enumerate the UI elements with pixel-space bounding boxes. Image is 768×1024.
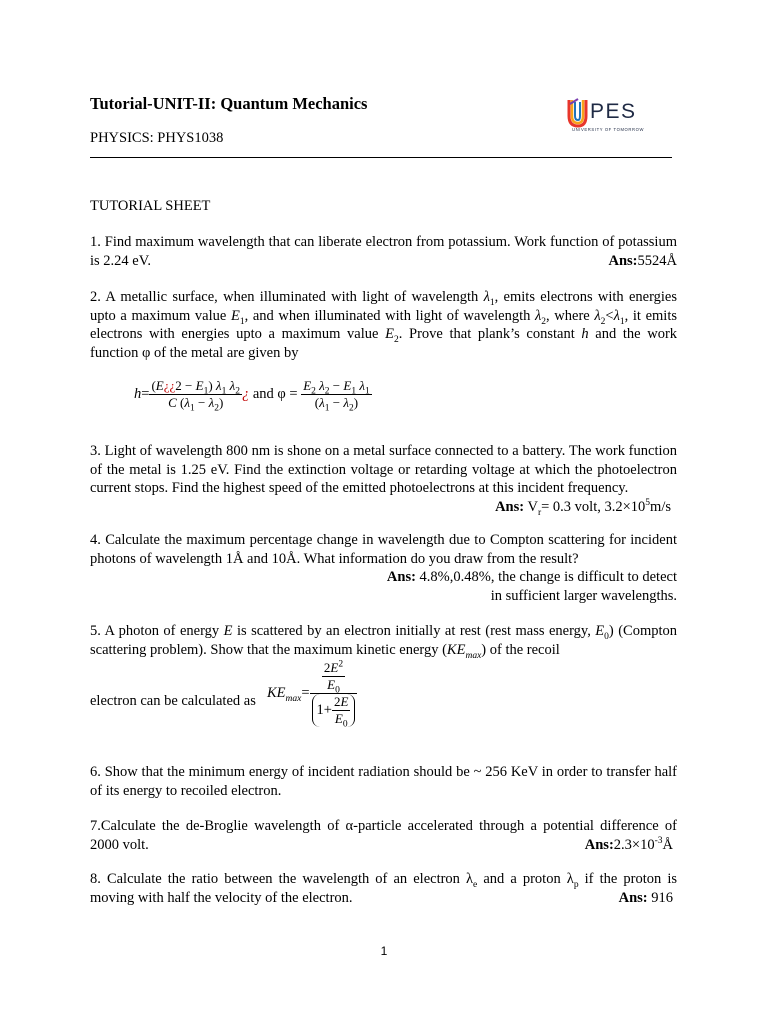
sheet-label: TUTORIAL SHEET — [90, 198, 211, 214]
q2-text-part: , emits electrons with energies upto a maximum value — [90, 289, 677, 324]
question-7 — [90, 817, 677, 854]
q5-text-part: 5. A photon of energy — [90, 623, 220, 639]
page-title: Tutorial-UNIT-II: Quantum Mechanics — [90, 94, 368, 113]
equation-and: and φ = — [252, 385, 298, 402]
answer-value: 5524Å — [637, 252, 677, 269]
question-8-answer: Ans: 916 — [618, 889, 673, 906]
question-1 — [90, 233, 677, 270]
q2-text-part: , it emits electrons with energies upto a maximum value — [90, 307, 678, 342]
question-2: 2. A metallic surface, when illuminated with light of wavelength $\lambda_1$, emits electrons with energies upto a maximum value $E_1$, and when illuminated with light of wavelength $\lambda_2$, where $\lambda_2<\lambda_1$, it emits electrons with energies upto a maximum value $E_2$. Prove that plank’s constant h and the work function φ of the metal are given by — [90, 289, 678, 361]
question-7-answer: $Ans:2.3\times 10^{-3}Å$ — [584, 835, 673, 853]
question-8-text: 8. Calculate the ratio between the wavelength of an electron λ — [90, 871, 474, 887]
logo-letters: PES — [590, 100, 637, 123]
question-1-text: 1. Find maximum wavelength that can liberate electron from potassium. Work function of potassium is 2.24 eV. — [90, 234, 677, 269]
question-4-answer-cont: in sufficient larger wavelengths. — [490, 587, 677, 604]
question-1-answer — [609, 252, 678, 271]
q5-text-part: is scattered by an electron initially at rest (rest mass energy, — [236, 623, 591, 639]
header-divider — [90, 157, 672, 158]
upes-logo — [566, 96, 678, 136]
q5-text-part: ) of the recoil — [481, 641, 560, 658]
q5-text-part: ) (Compton scattering problem). Show that the maximum kinetic energy ( — [90, 623, 678, 658]
logo-tagline: UNIVERSITY OF TOMORROW — [572, 127, 645, 132]
question-4-text: 4. Calculate the maximum percentage change in wavelength due to Compton scattering for incident photons of wavelength 1Å and 10Å. What information do you draw from the result? — [90, 532, 677, 567]
q2-text-part: . Prove that plank’s constant — [398, 326, 575, 342]
question-5: 5. A photon of energy E is scattered by an electron initially at rest (rest mass energy, $E_0$) (Compton scattering problem). Show that the maximum kinetic energy $(KE_{max})$ of the recoil — [90, 623, 678, 661]
equation-ke-max: $KE_{max}=$ $\frac{2E^2}{E_0}$ 1+ $\frac{2E}{E_0}$ — [267, 660, 357, 727]
page-number: 1 — [380, 944, 388, 958]
question-4 — [90, 531, 677, 605]
answer-label: Ans: — [495, 498, 525, 515]
q2-text-part: 2. A metallic surface, when illuminated with light of wavelength — [90, 289, 479, 305]
q2-text-part: , where — [546, 307, 590, 324]
q2-text-part: and the work function φ of the metal are given by — [90, 326, 678, 361]
question-3 — [90, 442, 677, 516]
answer-label: Ans: — [618, 889, 648, 906]
answer-label: Ans: — [584, 836, 614, 853]
equation-planck: h= $\frac{(E¿¿2 - E_1) \lambda_1 \lambda_2}{C (\lambda_1 - \lambda_2)}$ ¿ and φ = $\frac{E_2 \lambda_2 - E_1 \lambda_1}{(\lambda_1 - \lambda_2)}$ — [134, 378, 370, 414]
question-4-answer: Ans: 4.8%,0.48%, the change is difficult to detect — [386, 569, 677, 585]
question-3-answer: Ans: $V_r= 0.3$ volt, $3.2\times 10^5m/s$ — [495, 497, 671, 518]
question-3-text: 3. Light of wavelength 800 nm is shone on a metal surface connected to a battery. The work function of the metal is 1.25 eV. Find the extinction voltage or retarding voltage at which the photoelectron current stops. Find the highest speed of the emitted photoelectrons at this incident frequency. — [90, 443, 677, 496]
question-7-text: 7.Calculate the de-Broglie wavelength of α-particle accelerated through a potential difference of 2000 volt. — [90, 818, 677, 853]
answer-label: Ans: — [386, 569, 416, 585]
question-6: 6. Show that the minimum energy of incident radiation should be ~ 256 KeV in order to transfer half of its energy to recoiled electron. — [90, 764, 677, 799]
question-5-lead: electron can be calculated as — [90, 693, 256, 709]
question-8: 8. Calculate the ratio between the wavelength of an electron $\lambda_e$ and a proton $\lambda_p$ if the proton is moving with half the velocity of the electron. Ans: 916 — [90, 871, 677, 906]
q2-text-part: , and when illuminated with light of wavelength — [244, 307, 531, 324]
answer-label: Ans: — [608, 252, 638, 269]
course-code: PHYSICS: PHYS1038 — [90, 130, 224, 146]
upes-logo-icon — [566, 96, 678, 136]
